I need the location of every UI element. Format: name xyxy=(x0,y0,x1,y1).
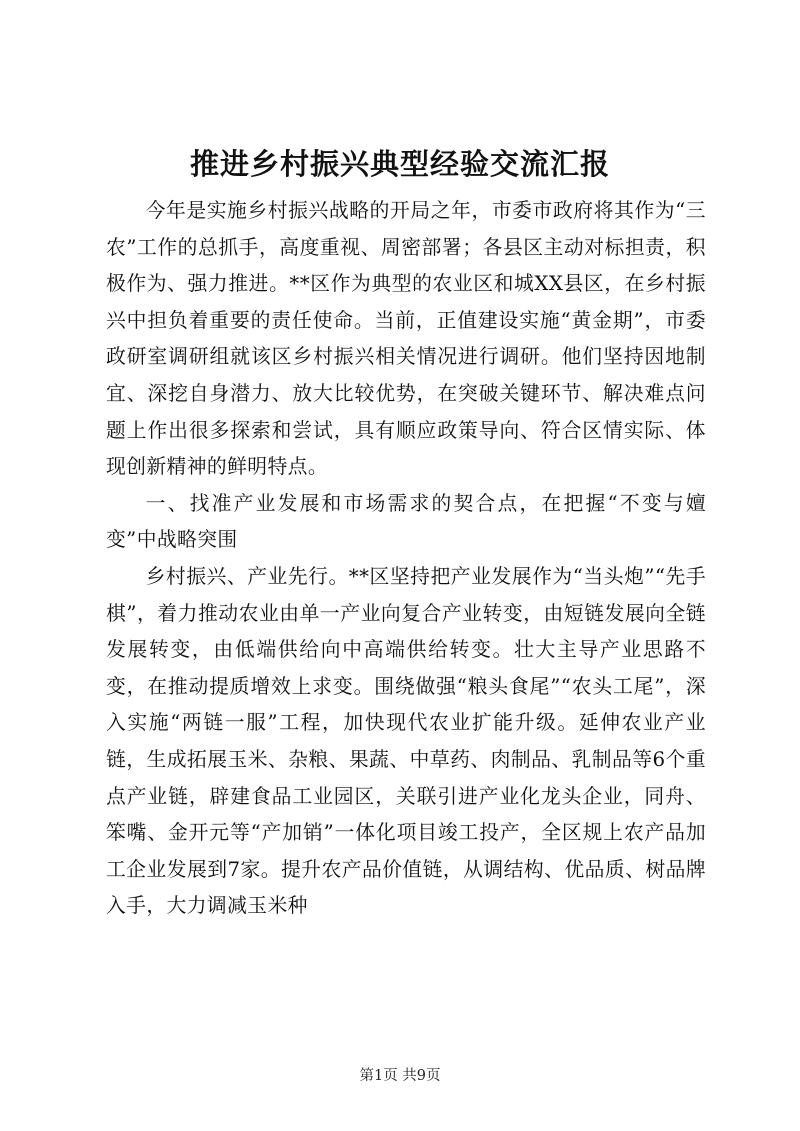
paragraph-industry: 乡村振兴、产业先行。**区坚持把产业发展作为“当头炮”“先手棋”，着力推动农业由单一产业向复合产业转变，由短链发展向全链发展转变，由低端供给向中高端供给转变。壮大主导产业思路不变，在推动提质增效上求变。围绕做强“粮头食尾”“农头工尾”，深入实施“两链一服”工程，加快现代农业扩能升级。延伸农业产业链，生成拓展玉米、杂粮、果蔬、中草药、肉制品、乳制品等6个重点产业链，辟建食品工业园区，关联引进产业化龙头企业，同舟、笨嘴、金开元等“产加销”一体化项目竣工投产，全区规上农产品加工企业发展到7家。提升农产品价值链，从调结构、优品质、树品牌入手，大力调减玉米种 xyxy=(106,564,706,918)
page-number-footer: 第1页 共9页 xyxy=(359,1068,441,1084)
paragraph-intro: 今年是实施乡村振兴战略的开局之年，市委市政府将其作为“三农”工作的总抓手，高度重视、周密部署；各县区主动对标担责，积极作为、强力推进。**区作为典型的农业区和城XX县区，在乡村振兴中担负着重要的责任使命。当前，正值建设实施“黄金期”，市委政研室调研组就该区乡村振兴相关情况进行调研。他们坚持因地制宜、深挖自身潜力、放大比较优势，在突破关键环节、解决难点问题上作出很多探索和尝试，具有顺应政策导向、符合区情实际、体现创新精神的鲜明特点。 xyxy=(106,199,706,479)
document-title: 推进乡村振兴典型经验交流汇报 xyxy=(189,147,610,181)
document-body xyxy=(106,193,706,925)
section-heading-1: 一、找准产业发展和市场需求的契合点，在把握“不变与嬗变”中战略突围 xyxy=(106,491,706,552)
